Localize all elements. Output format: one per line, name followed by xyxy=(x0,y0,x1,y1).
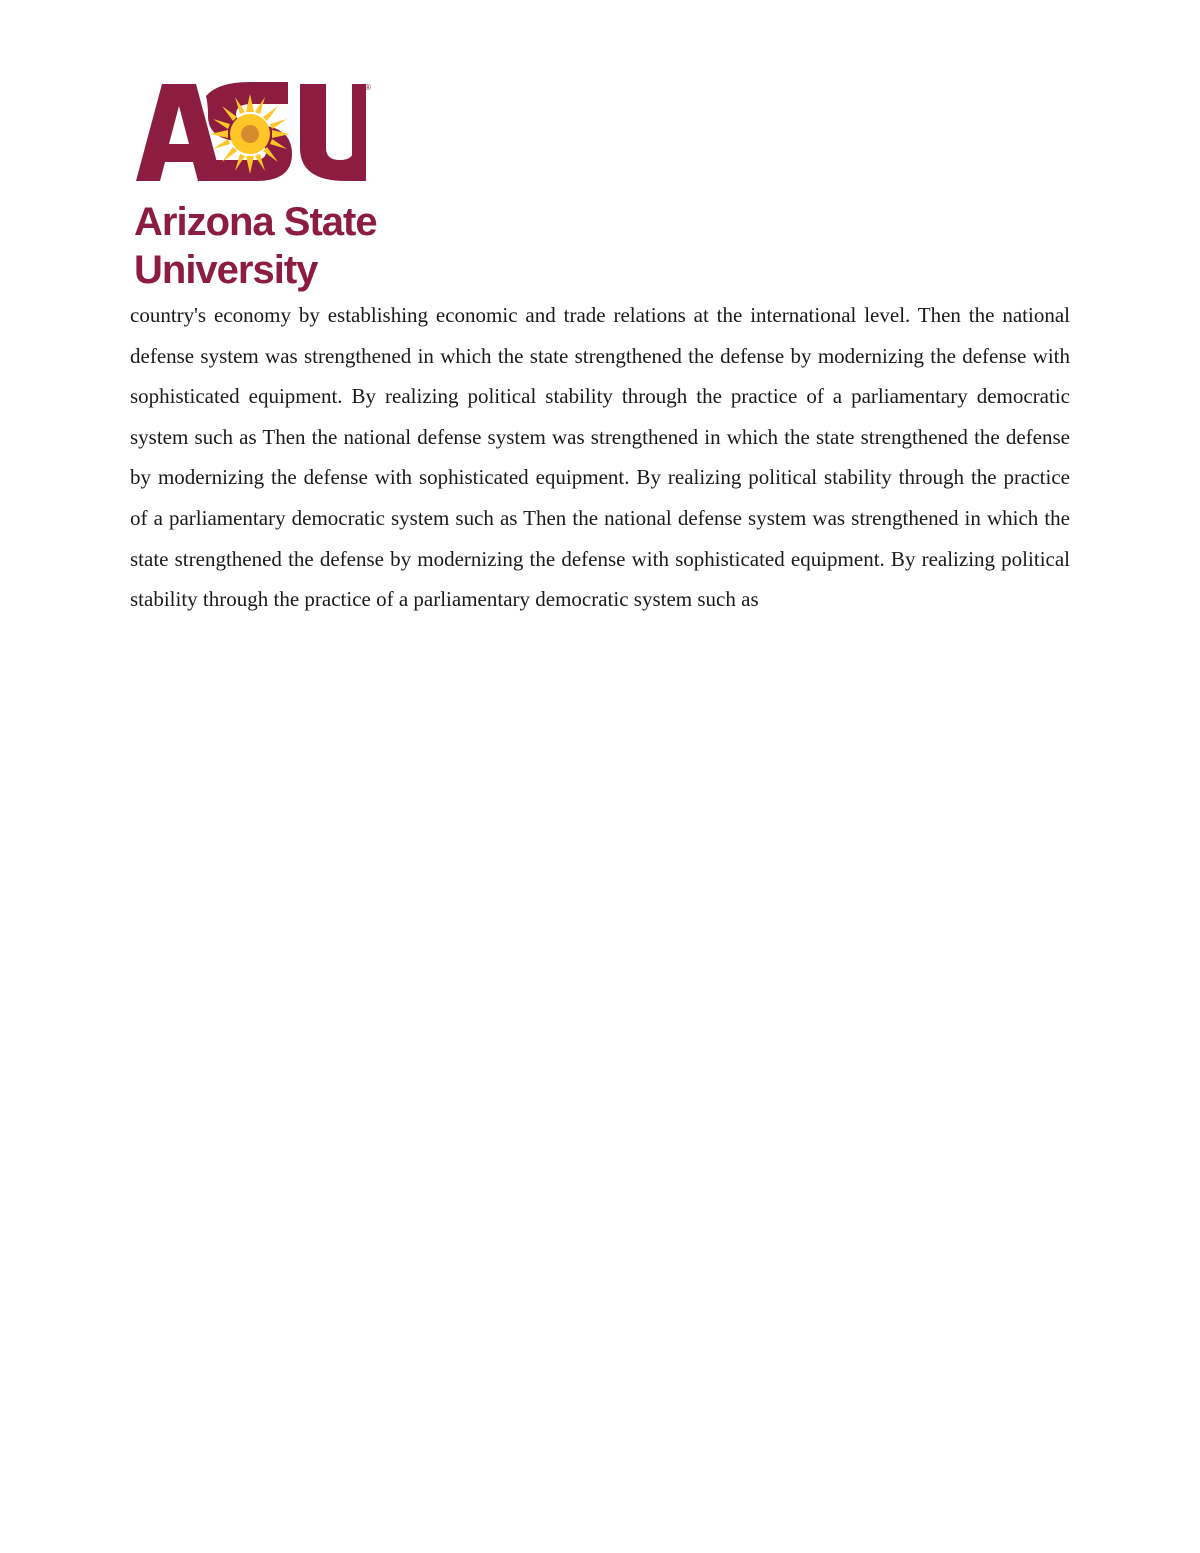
asu-logo-graphic xyxy=(132,78,412,293)
body-paragraph: country's economy by establishing economic and trade relations at the international level. Then the national defense system was strengthened in which the state strengthened the defense by modernizing the defense with sophisticated equipment. By realizing political stability through the practice of a parliamentary democratic system such as Then the national defense system was strengthened in which the state strengthened the defense by modernizing the defense with sophisticated equipment. By realizing political stability through the practice of a parliamentary democratic system such as Then the national defense system was strengthened in which the state strengthened the defense by modernizing the defense with sophisticated equipment. By realizing political stability through the practice of a parliamentary democratic system such as xyxy=(130,303,1070,612)
asu-logo xyxy=(132,78,412,293)
logo-line-1: Arizona State xyxy=(134,200,377,244)
logo-line-2: University xyxy=(134,248,318,292)
registered-mark: ® xyxy=(365,83,371,92)
